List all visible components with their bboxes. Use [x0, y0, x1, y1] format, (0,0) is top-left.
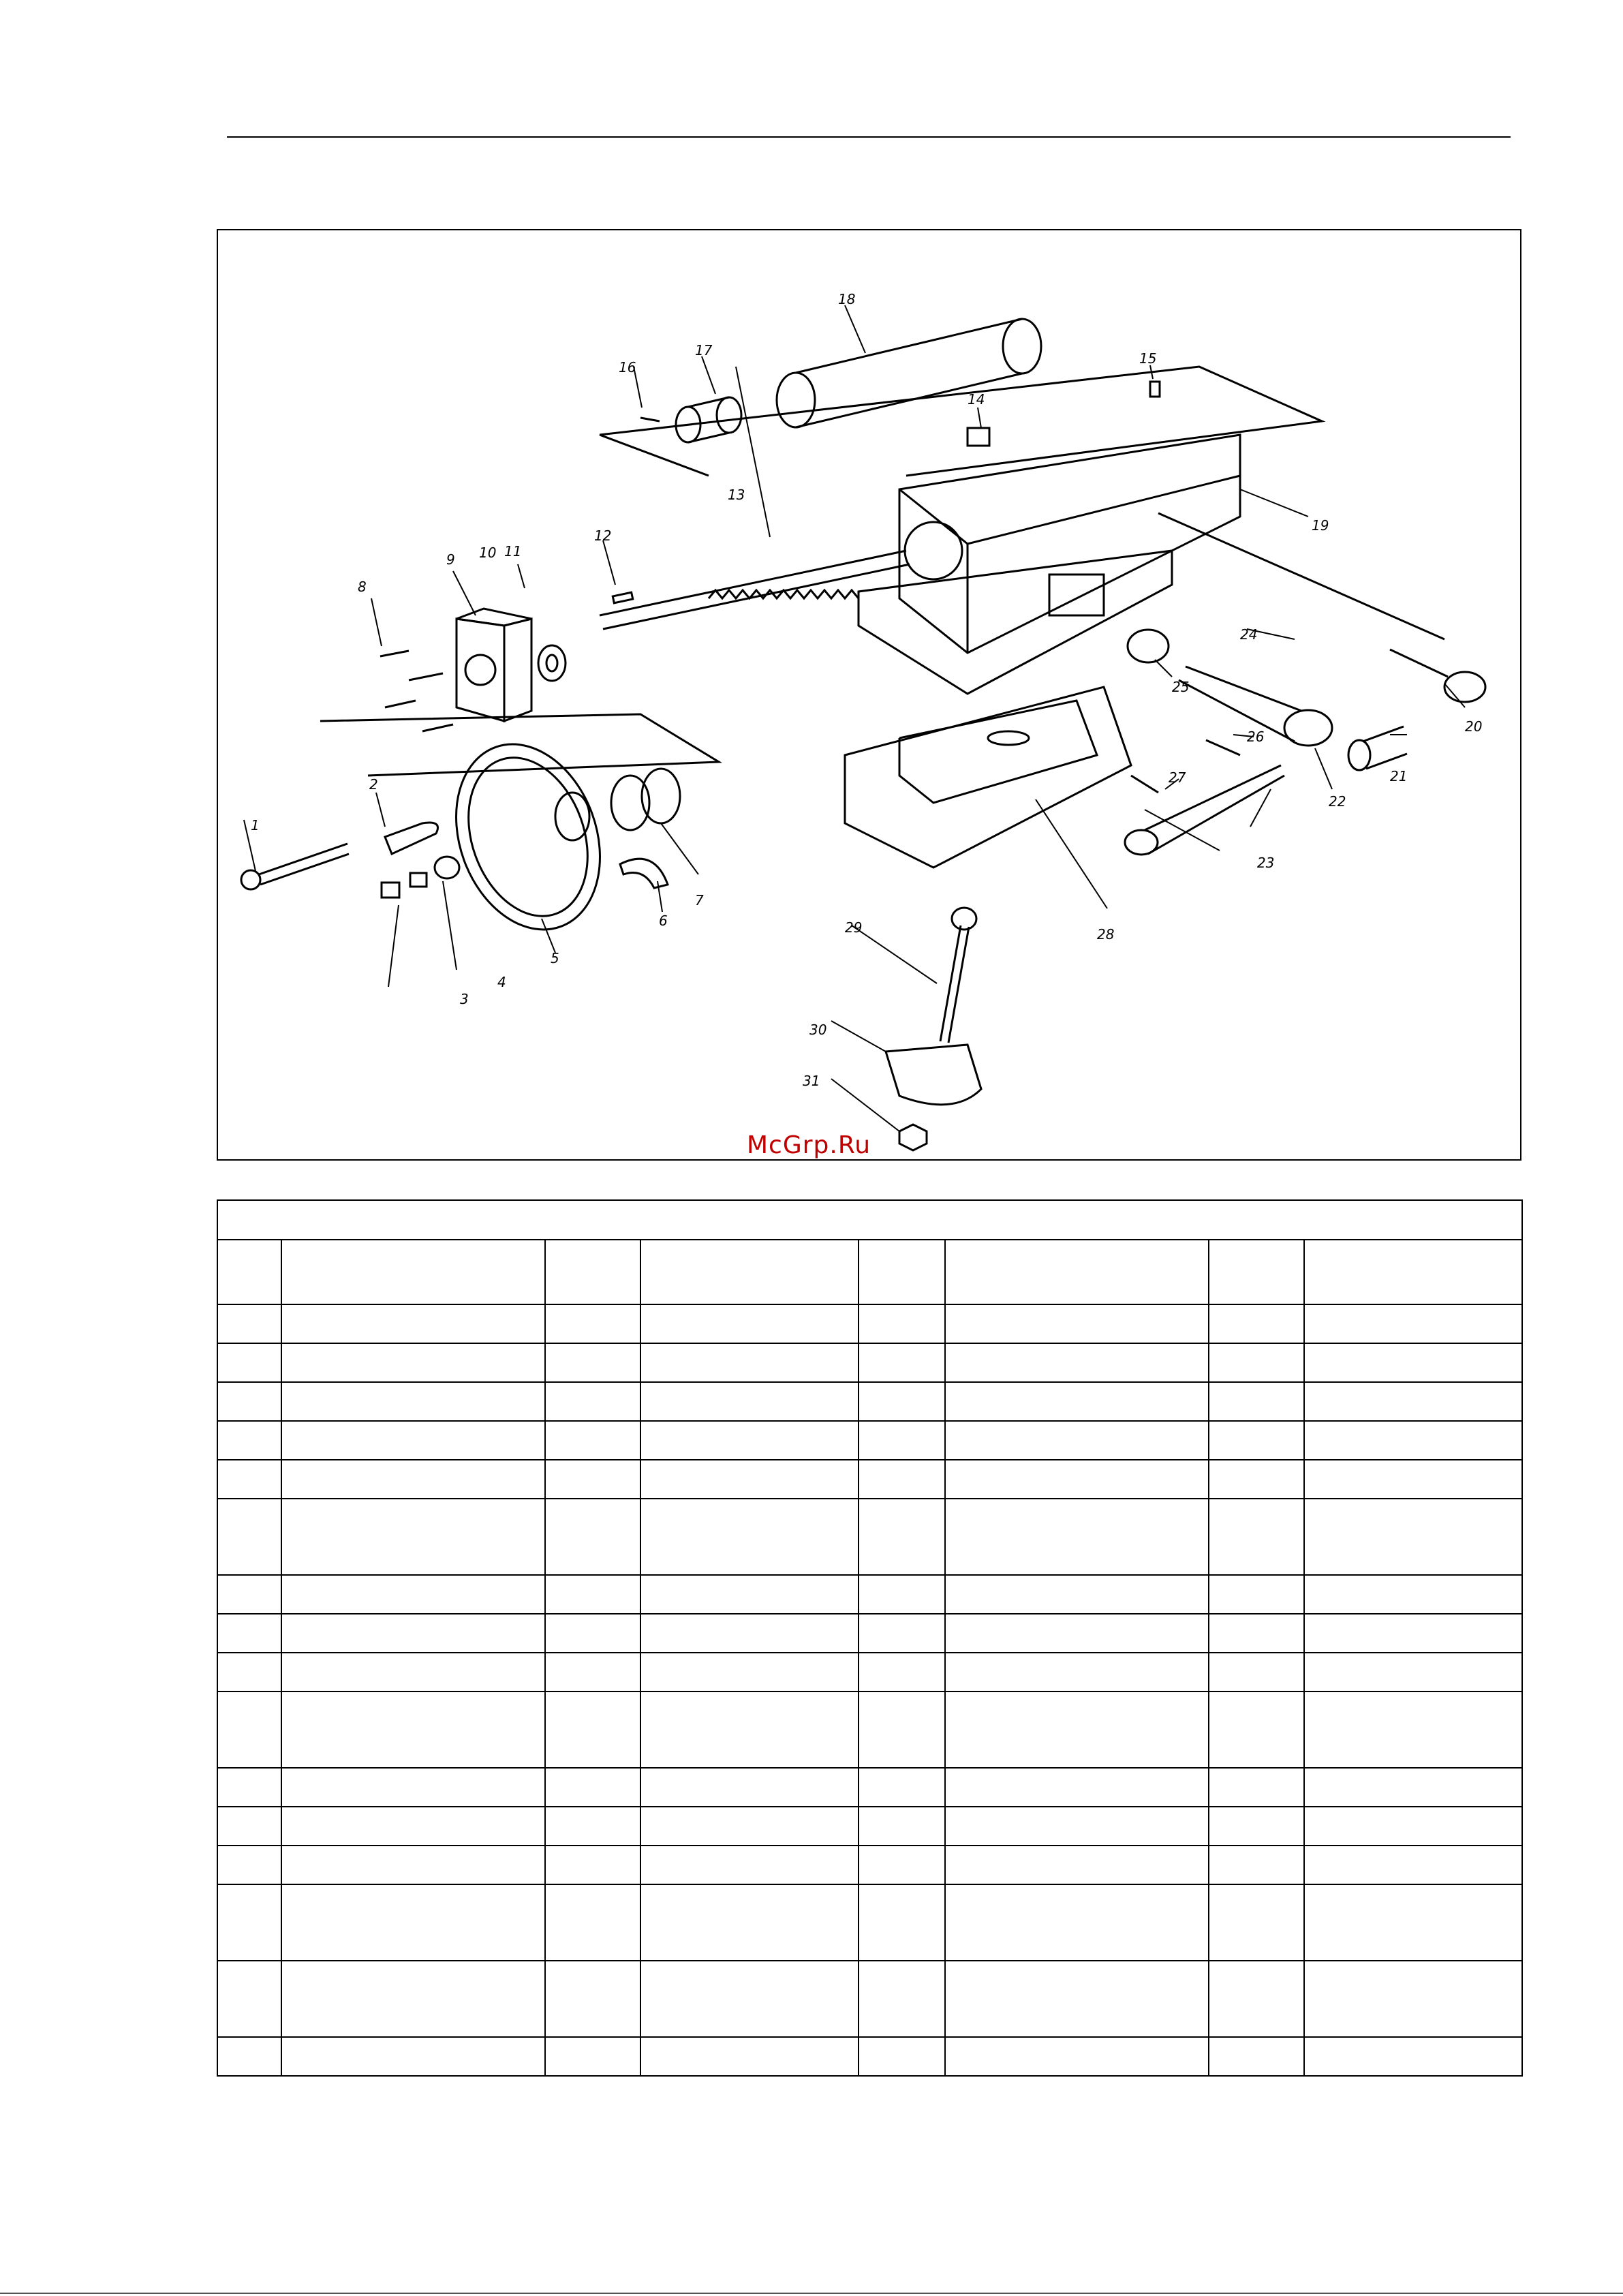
header-cell [545, 1240, 640, 1304]
label-2: 2 [369, 776, 378, 793]
table-row [217, 1304, 1522, 1343]
label-8: 8 [358, 579, 367, 595]
header-cell [640, 1240, 859, 1304]
exploded-view-drawing [218, 230, 1523, 1162]
table-row [217, 1421, 1522, 1460]
label-13: 13 [728, 487, 745, 503]
header-cell [217, 1240, 281, 1304]
label-6: 6 [659, 913, 668, 929]
label-10: 10 [479, 545, 497, 561]
table-row [217, 1460, 1522, 1499]
table-row [217, 1343, 1522, 1382]
part-15-pin [1150, 382, 1160, 397]
table-row [217, 1614, 1522, 1653]
part-6-gib [620, 859, 668, 888]
exploded-view-diagram [217, 229, 1521, 1161]
label-9: 9 [446, 551, 455, 568]
part-27-screw [1131, 776, 1158, 793]
part-13-lead-screw [600, 551, 910, 629]
label-16: 16 [619, 359, 636, 376]
part-30-clamp [886, 1045, 981, 1105]
label-1: 1 [251, 817, 260, 833]
label-20: 20 [1465, 718, 1483, 735]
watermark: McGrp.Ru [747, 1131, 871, 1159]
table-row [217, 1499, 1522, 1575]
label-3: 3 [460, 991, 469, 1007]
part-25-bush [1128, 630, 1169, 662]
part-28-base [845, 687, 1131, 868]
header-cell [859, 1240, 945, 1304]
table-row [217, 1575, 1522, 1614]
upper-plate-outline [600, 367, 1322, 476]
label-5: 5 [551, 950, 559, 966]
label-14: 14 [968, 391, 985, 408]
table-row [217, 1692, 1522, 1768]
header-cell [1209, 1240, 1304, 1304]
label-23: 23 [1257, 855, 1275, 871]
table-row [217, 1884, 1522, 1961]
label-28: 28 [1097, 926, 1115, 943]
top-rule [227, 136, 1511, 138]
part-2-handle [385, 823, 438, 854]
label-24: 24 [1240, 626, 1258, 643]
bottom-rule [0, 2293, 1623, 2294]
part-14-nut [968, 428, 989, 446]
part-12-key [613, 592, 632, 603]
part-3-nut [382, 883, 399, 898]
part-16-pin [640, 418, 660, 421]
part-1-bolt [241, 844, 349, 889]
label-25: 25 [1172, 679, 1190, 695]
label-29: 29 [845, 919, 863, 936]
table-row [217, 1382, 1522, 1421]
label-26: 26 [1247, 729, 1265, 745]
label-15: 15 [1139, 350, 1157, 367]
label-31: 31 [803, 1073, 820, 1089]
table-row [217, 1846, 1522, 1884]
label-30: 30 [809, 1022, 827, 1038]
header-cell [945, 1240, 1209, 1304]
table-row [217, 1768, 1522, 1807]
part-7-dial [611, 769, 680, 830]
part-26-screw [1206, 740, 1240, 755]
table-row [217, 1653, 1522, 1692]
part-9-bracket [457, 609, 531, 721]
part-11-bearing [538, 645, 566, 681]
label-7: 7 [695, 892, 704, 908]
label-21: 21 [1390, 768, 1408, 784]
label-4: 4 [497, 974, 506, 990]
table-header-row [217, 1240, 1522, 1304]
part-3b-nut [410, 873, 427, 887]
label-12: 12 [594, 527, 612, 544]
part-20-screw [1158, 513, 1485, 702]
part-4-washer [435, 857, 459, 878]
part-31-nut [899, 1124, 927, 1150]
label-17: 17 [695, 342, 713, 358]
table-row [217, 1807, 1522, 1846]
label-11: 11 [504, 543, 522, 560]
parts-table [217, 1199, 1523, 2077]
part-21-grip [1348, 726, 1407, 770]
header-cell [281, 1240, 545, 1304]
label-19: 19 [1312, 517, 1329, 534]
table-title [217, 1200, 1522, 1240]
part-29-stud [940, 908, 976, 1043]
header-cell [1304, 1240, 1522, 1304]
table-title-row [217, 1200, 1522, 1240]
part-5-handwheel [431, 724, 625, 950]
label-22: 22 [1329, 793, 1346, 810]
table-row [217, 2037, 1522, 2076]
table-row [217, 1961, 1522, 2037]
label-18: 18 [838, 291, 856, 307]
part-23-rod [1125, 765, 1284, 855]
label-27: 27 [1169, 769, 1186, 786]
